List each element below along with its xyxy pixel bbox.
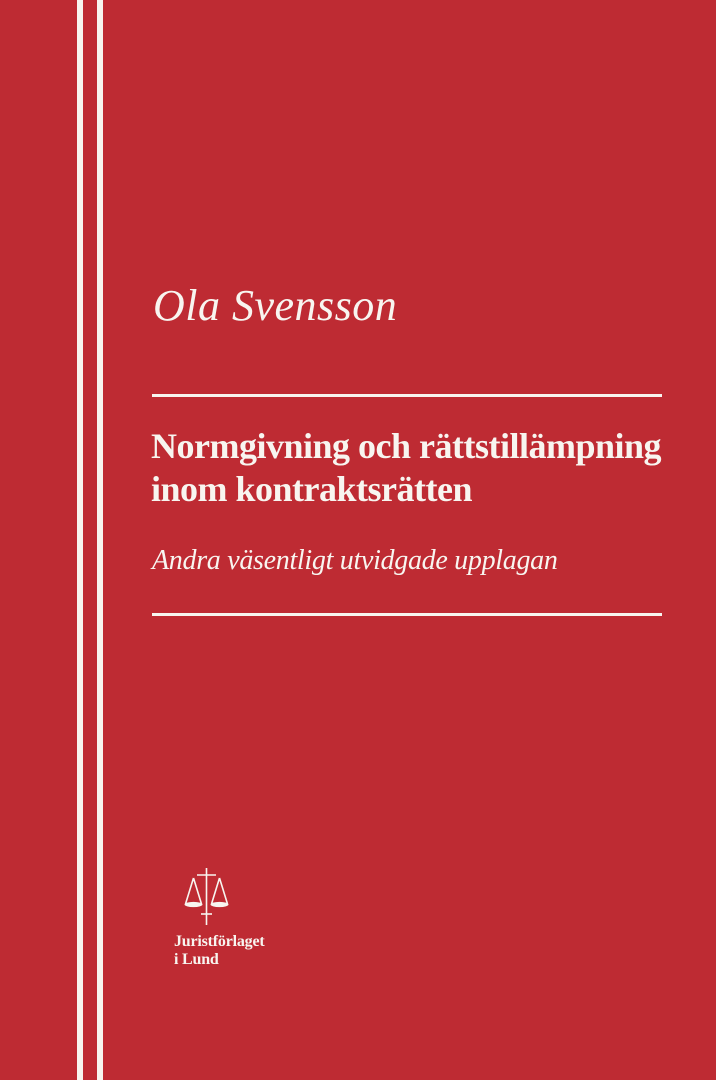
publisher-name-line-1: Juristförlaget bbox=[174, 933, 265, 950]
spine-stripe-left bbox=[77, 0, 83, 1080]
title-divider-top bbox=[152, 394, 662, 397]
author-name: Ola Svensson bbox=[153, 281, 398, 330]
publisher-name bbox=[174, 933, 265, 969]
title-divider-bottom bbox=[152, 613, 662, 616]
publisher-name-line-2: i Lund bbox=[174, 951, 219, 968]
spine-stripe-right bbox=[97, 0, 103, 1080]
publisher-logo bbox=[184, 864, 229, 928]
edition-subtitle: Andra väsentligt utvidgade upplagan bbox=[152, 545, 558, 576]
scales-of-justice-icon bbox=[184, 864, 229, 928]
book-title-line-1: Normgivning och rättstillämpning bbox=[151, 426, 662, 466]
book-title bbox=[151, 425, 661, 511]
book-title-line-2: inom kontraktsrätten bbox=[151, 469, 472, 509]
